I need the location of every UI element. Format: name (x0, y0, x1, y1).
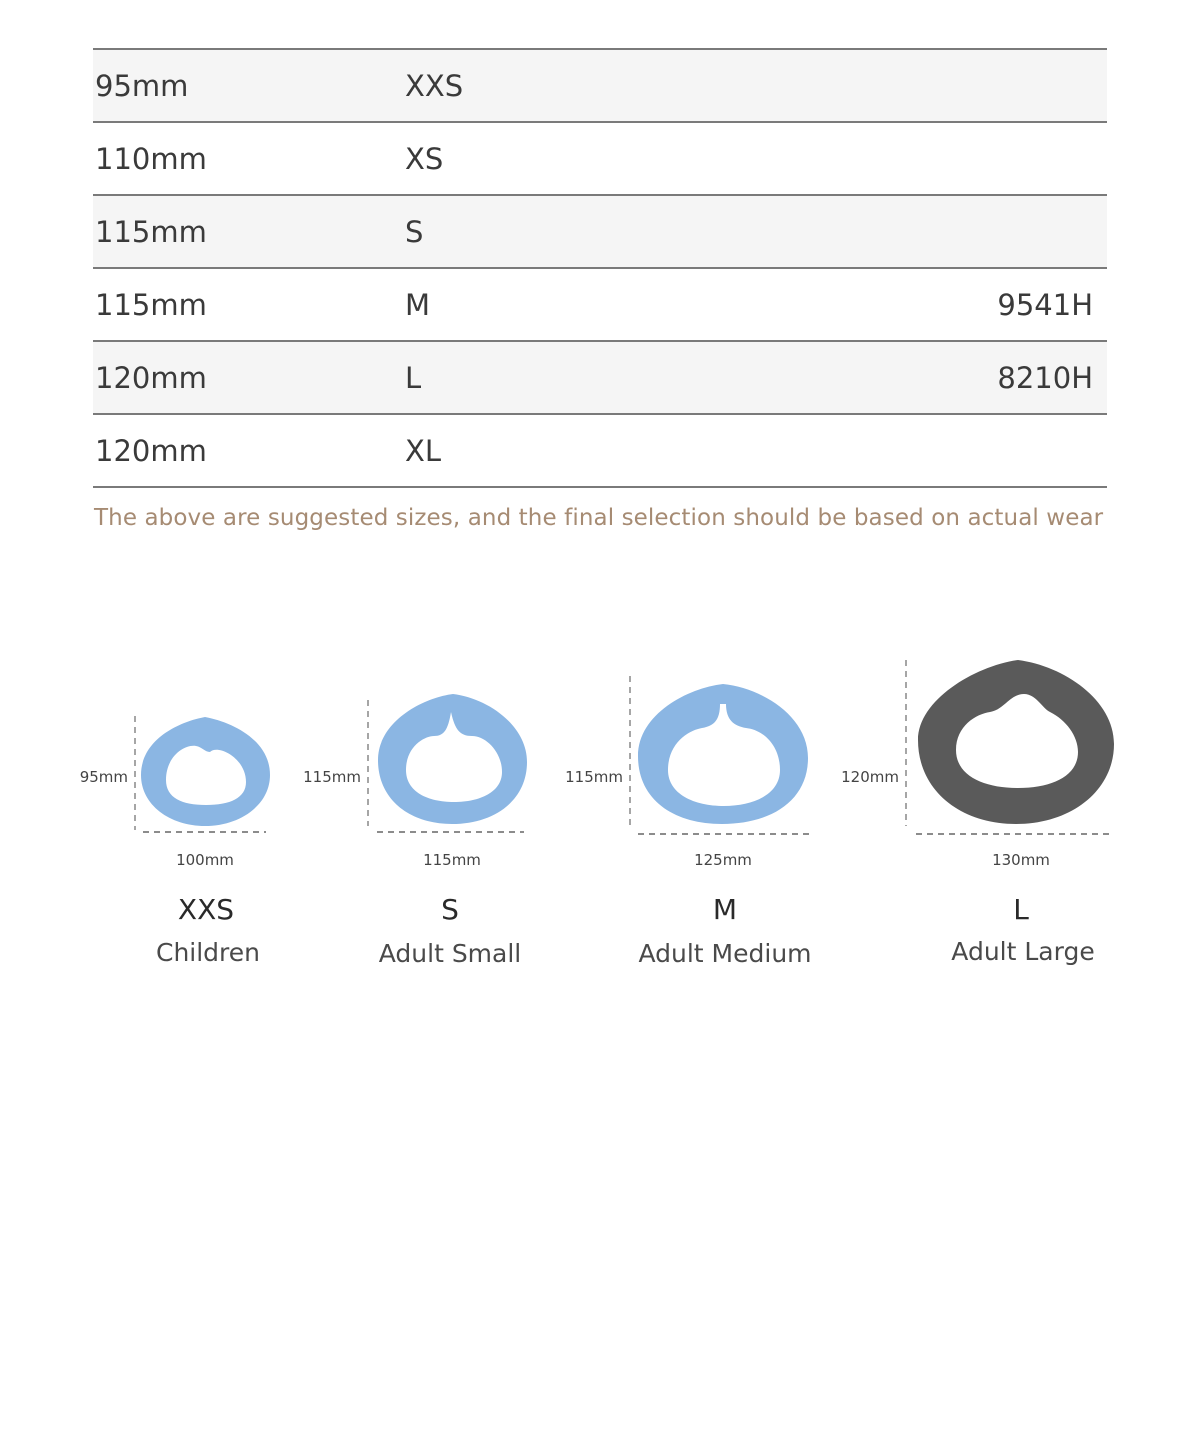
width-cell: 120mm (95, 360, 207, 395)
cushion-width-label: 100mm (176, 851, 234, 869)
size-table (93, 48, 1107, 488)
size-cell: XXS (405, 68, 464, 103)
table-row (93, 123, 1107, 196)
size-cell: L (405, 360, 422, 395)
cushion-xxs-shape (141, 717, 270, 826)
cushion-s (303, 694, 527, 869)
cushion-l (841, 660, 1114, 869)
table-row (93, 196, 1107, 269)
table-row (93, 50, 1107, 123)
cushion-xxs (80, 716, 270, 869)
width-cell: 120mm (95, 433, 207, 468)
model-cell: 8210H (997, 360, 1093, 395)
model-cell: 9541H (997, 287, 1093, 322)
width-cell: 115mm (95, 287, 207, 322)
size-cell: M (405, 287, 431, 322)
size-note: The above are suggested sizes, and the final selection should be based on actual wear (94, 505, 1104, 531)
width-cell: 110mm (95, 141, 207, 176)
table-row (93, 342, 1107, 415)
table-row (93, 415, 1107, 488)
cushion-height-label: 120mm (841, 768, 899, 786)
cushion-label-adult-small: Adult Small (378, 939, 522, 968)
size-cell: XS (405, 141, 444, 176)
cushion-size-l: L (1013, 893, 1029, 926)
cushion-label-adult-medium: Adult Medium (638, 939, 812, 968)
cushion-m (565, 676, 810, 869)
cushion-s-shape (378, 694, 527, 824)
cushion-l-shape (918, 660, 1114, 824)
cushion-m-shape (638, 684, 808, 824)
cushion-label-children: Children (155, 938, 261, 967)
cushion-size-s: S (441, 893, 459, 926)
cushion-width-label: 130mm (992, 851, 1050, 869)
width-cell: 95mm (95, 68, 189, 103)
cushion-height-label: 115mm (303, 768, 361, 786)
cushion-size-xxs: XXS (177, 893, 235, 926)
cushion-size-m: M (712, 893, 738, 926)
size-cell: S (405, 214, 424, 249)
cushion-width-label: 125mm (694, 851, 752, 869)
cushion-width-label: 115mm (423, 851, 481, 869)
size-cell: XL (405, 433, 442, 468)
cushion-height-label: 115mm (565, 768, 623, 786)
table-row (93, 269, 1107, 342)
width-cell: 115mm (95, 214, 207, 249)
cushion-height-label: 95mm (79, 768, 128, 786)
cushion-label-adult-large: Adult Large (951, 937, 1095, 966)
